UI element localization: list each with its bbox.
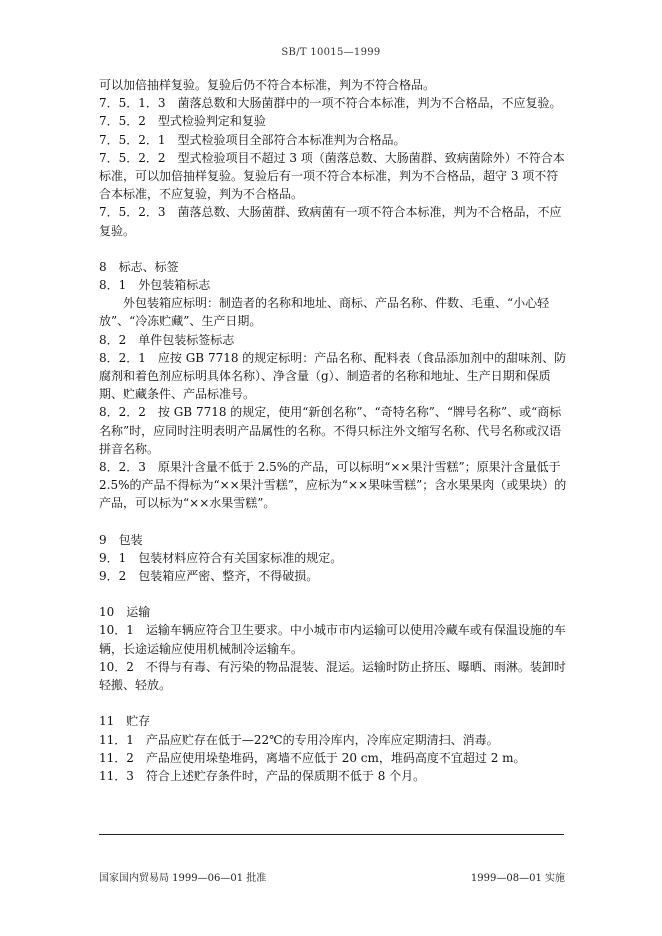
clause-7-5-2-title: 7．5．2 型式检验判定和复验 bbox=[99, 114, 266, 129]
clause-9-1: 9．1 包装材料应符合有关国家标准的规定。 bbox=[99, 550, 343, 565]
section-gap bbox=[99, 585, 569, 603]
footer-implementation-date: 1999—08—01 实施 bbox=[470, 873, 565, 884]
clause-11-2: 11．2 产品应使用垛垫堆码，离墙不应低于 20 cm，堆码高度不宜超过 2 m。 bbox=[99, 750, 526, 765]
section-9-title: 9 包装 bbox=[99, 532, 143, 547]
section-8-title: 8 标志、标签 bbox=[99, 259, 179, 274]
page-header-standard-number: SB/T 10015—1999 bbox=[281, 47, 381, 58]
clause-8-2-1: 8．2．1 应按 GB 7718 的规定标明：产品名称、配料表（食品添加剂中的甜味剂、防腐剂和着色剂应标明具体名称）、净含量（g）、制造者的名称和地址、生产日期和保质期、贮藏条件、产品标准号。 bbox=[99, 350, 567, 402]
clause-8-1-title: 8．1 外包装箱标志 bbox=[99, 278, 211, 293]
clause-8-2-2: 8．2．2 按 GB 7718 的规定，使用“新创名称”、“奇特名称”、“牌号名称”、或“商标名称”时，应同时注明表明产品属性的名称。不得只标注外文缩写名称、代号名称或汉语拼音名称。 bbox=[99, 405, 562, 456]
section-gap bbox=[99, 694, 569, 712]
clause-8-2-title: 8．2 单件包装标签标志 bbox=[99, 332, 235, 347]
section-gap bbox=[99, 513, 569, 531]
clause-11-1: 11．1 产品应贮存在低于—22℃的专用冷库内，冷库应定期清扫、消毒。 bbox=[99, 732, 499, 747]
clause-7-5-1-3: 7．5．1．3 菌落总数和大肠菌群中的一项不符合本标准，判为不合格品，不应复验。 bbox=[99, 96, 562, 111]
footer-approval-date: 国家国内贸易局 1999—06—01 批准 bbox=[99, 873, 267, 884]
footer-divider bbox=[99, 834, 564, 835]
section-11-title: 11 贮存 bbox=[99, 714, 151, 729]
clause-10-1: 10．1 运输车辆应符合卫生要求。中小城市市内运输可以使用冷藏车或有保温设施的车辆，长途运输应使用机械制冷运输车。 bbox=[99, 623, 566, 656]
clause-7-5-2-1: 7．5．2．1 型式检验项目全部符合本标准判为合格品。 bbox=[99, 132, 406, 147]
clause-8-1-text: 外包装箱应标明：制造者的名称和地址、商标、产品名称、件数、毛重、“小心轻放”、“冷冻贮藏”、生产日期。 bbox=[99, 296, 550, 329]
clause-9-2: 9．2 包装箱应严密、整齐，不得破损。 bbox=[99, 569, 319, 584]
section-gap bbox=[99, 240, 569, 258]
clause-8-2-3: 8．2．3 原果汁含量不低于 2.5%的产品，可以标明“××果汁雪糕”；原果汁含量低于 2.5%的产品不得标为“××果汁雪糕”，应标为“××果味雪糕”；含水果果肉（或果块）的产品，可以标为“××水果雪糕”。 bbox=[99, 460, 567, 511]
paragraph-7-5-1-2-continued: 可以加倍抽样复验。复验后仍不符合本标准，判为不符合格品。 bbox=[99, 78, 436, 92]
clause-11-3: 11．3 符合上述贮存条件时，产品的保质期不低于 8 个月。 bbox=[99, 768, 426, 783]
clause-7-5-2-2: 7．5．2．2 型式检验项目不超过 3 项（菌落总数、大肠菌群、致病菌除外）不符合本标准，可以加倍抽样复验。复验后有一项不符合本标准，判为不合格品，超守 3 项不符合本标准，不应复验，判为不合格品。 bbox=[99, 150, 565, 202]
clause-7-5-2-3: 7．5．2．3 菌落总数、大肠菌群、致病菌有一项不符合本标准，判为不合格品，不应复验。 bbox=[99, 205, 562, 238]
clause-10-2: 10．2 不得与有毒、有污染的物品混装、混运。运输时防止挤压、曝晒、雨淋。装卸时轻搬、轻放。 bbox=[99, 659, 566, 693]
section-10-title: 10 运输 bbox=[99, 605, 151, 620]
document-body bbox=[99, 76, 569, 785]
